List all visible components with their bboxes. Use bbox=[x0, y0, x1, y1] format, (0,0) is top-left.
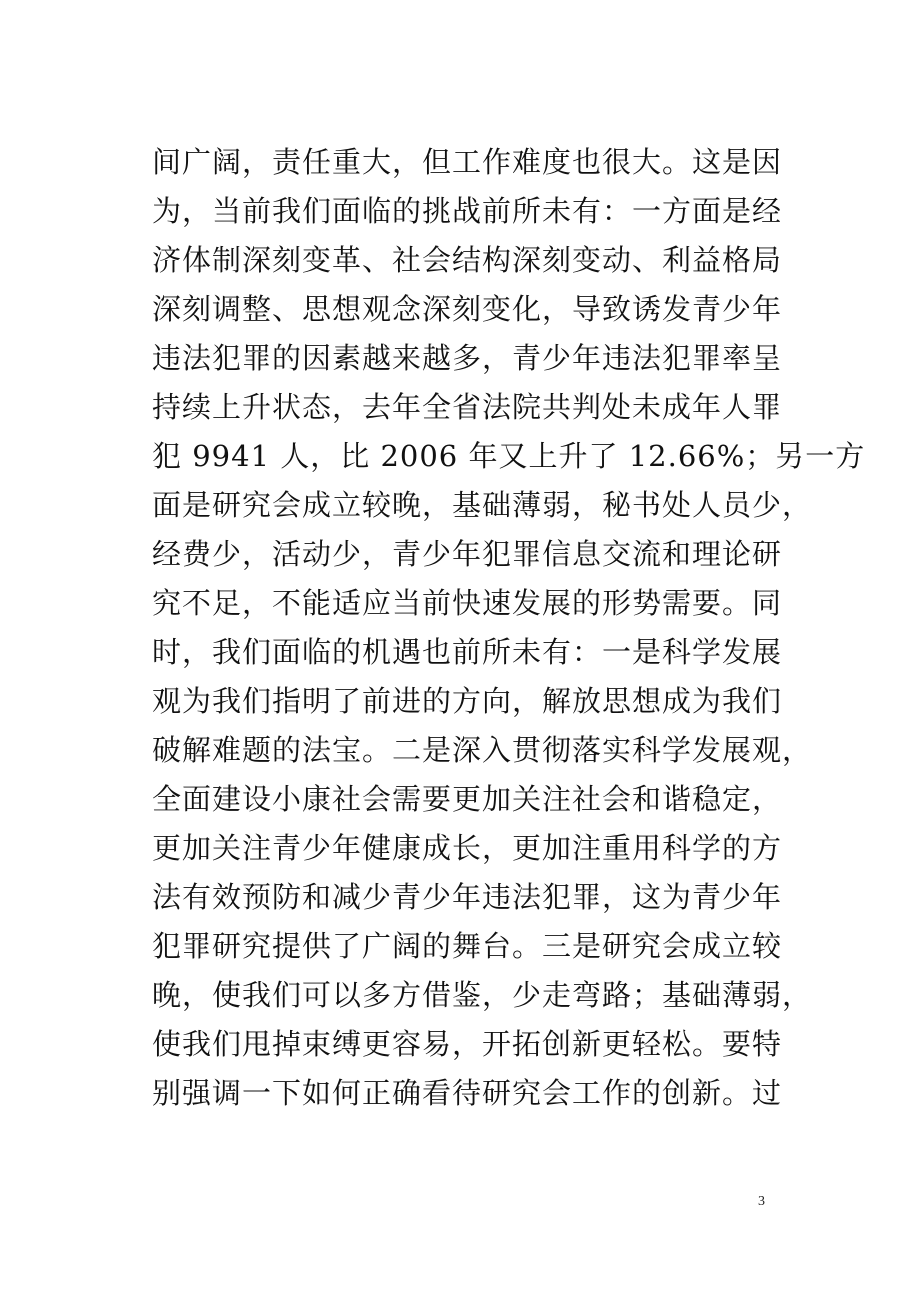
text-line: 犯罪研究提供了广阔的舞台。三是研究会成立较 bbox=[152, 929, 783, 963]
text-line: 别强调一下如何正确看待研究会工作的创新。过 bbox=[152, 1076, 783, 1110]
text-line: 济体制深刻变革、社会结构深刻变动、利益格局 bbox=[152, 243, 783, 277]
page-number: 3 bbox=[758, 1194, 765, 1209]
text-line: 为，当前我们面临的挑战前所未有：一方面是经 bbox=[152, 194, 783, 228]
text-line: 犯 9941 人，比 2006 年又上升了 12.66%；另一方 bbox=[152, 439, 866, 473]
text-line: 全面建设小康社会需要更加关注社会和谐稳定， bbox=[152, 782, 783, 816]
text-line: 究不足，不能适应当前快速发展的形势需要。同 bbox=[152, 586, 783, 620]
text-line: 持续上升状态，去年全省法院共判处未成年人罪 bbox=[152, 390, 783, 424]
text-line: 晚，使我们可以多方借鉴，少走弯路；基础薄弱， bbox=[152, 978, 813, 1012]
text-line: 违法犯罪的因素越来越多，青少年违法犯罪率呈 bbox=[152, 341, 783, 375]
text-line: 面是研究会成立较晚，基础薄弱，秘书处人员少， bbox=[152, 488, 813, 522]
text-line: 深刻调整、思想观念深刻变化，导致诱发青少年 bbox=[152, 292, 783, 326]
text-line: 时，我们面临的机遇也前所未有：一是科学发展 bbox=[152, 635, 783, 669]
text-line: 经费少，活动少，青少年犯罪信息交流和理论研 bbox=[152, 537, 783, 571]
text-line: 法有效预防和减少青少年违法犯罪，这为青少年 bbox=[152, 880, 783, 914]
body-paragraph bbox=[152, 138, 866, 1118]
text-line: 破解难题的法宝。二是深入贯彻落实科学发展观， bbox=[152, 733, 813, 767]
text-line: 间广阔，责任重大，但工作难度也很大。这是因 bbox=[152, 145, 783, 179]
text-line: 更加关注青少年健康成长，更加注重用科学的方 bbox=[152, 831, 783, 865]
text-line: 观为我们指明了前进的方向，解放思想成为我们 bbox=[152, 684, 783, 718]
text-line: 使我们甩掉束缚更容易，开拓创新更轻松。要特 bbox=[152, 1027, 783, 1061]
